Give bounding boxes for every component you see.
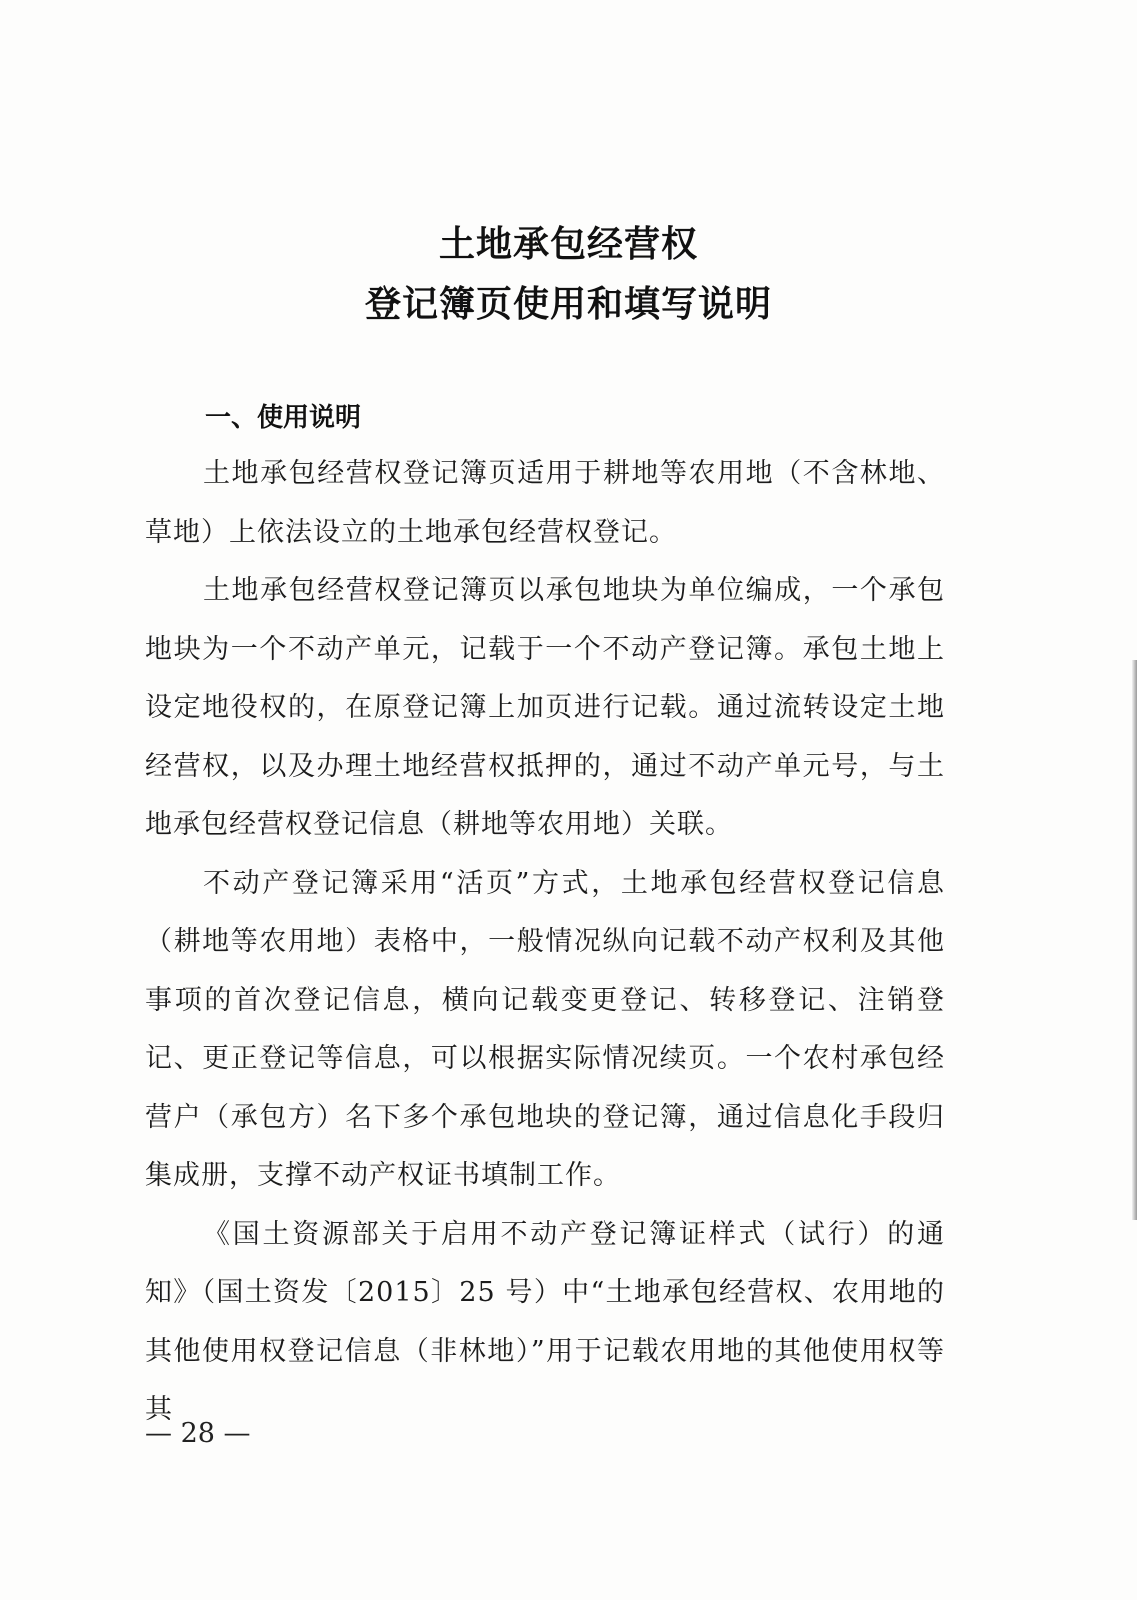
paragraph: 土地承包经营权登记簿页适用于耕地等农用地（不含林地、草地）上依法设立的土地承包经营权登记。 (145, 458, 945, 548)
body-text (145, 445, 945, 1440)
paragraph: 土地承包经营权登记簿页以承包地块为单位编成，一个承包地块为一个不动产单元，记载于一个不动产登记簿。承包土地上设定地役权的，在原登记簿上加页进行记载。通过流转设定土地经营权，以及办理土地经营权抵押的，通过不动产单元号，与土地承包经营权登记信息（耕地等农用地）关联。 (145, 575, 945, 840)
paragraph: 不动产登记簿采用“活页”方式，土地承包经营权登记信息（耕地等农用地）表格中，一般情况纵向记载不动产权利及其他事项的首次登记信息，横向记载变更登记、转移登记、注销登记、更正登记等信息，可以根据实际情况续页。一个农村承包经营户（承包方）名下多个承包地块的登记簿，通过信息化手段归集成册，支撑不动产权证书填制工作。 (145, 867, 945, 1191)
page-number: — 28 — (145, 1418, 251, 1449)
document-title-line-1: 土地承包经营权 (438, 224, 698, 265)
document-title-line-2: 登记簿页使用和填写说明 (364, 284, 772, 325)
page-edge-shadow (1132, 660, 1137, 1220)
paragraph: 《国土资源部关于启用不动产登记簿证样式（试行）的通知》（国土资发〔2015〕25 号）中“土地承包经营权、农用地的其他使用权登记信息（非林地）”用于记载农用地的其他使用权等其 (145, 1218, 945, 1425)
section-heading: 一、使用说明 (205, 403, 362, 433)
